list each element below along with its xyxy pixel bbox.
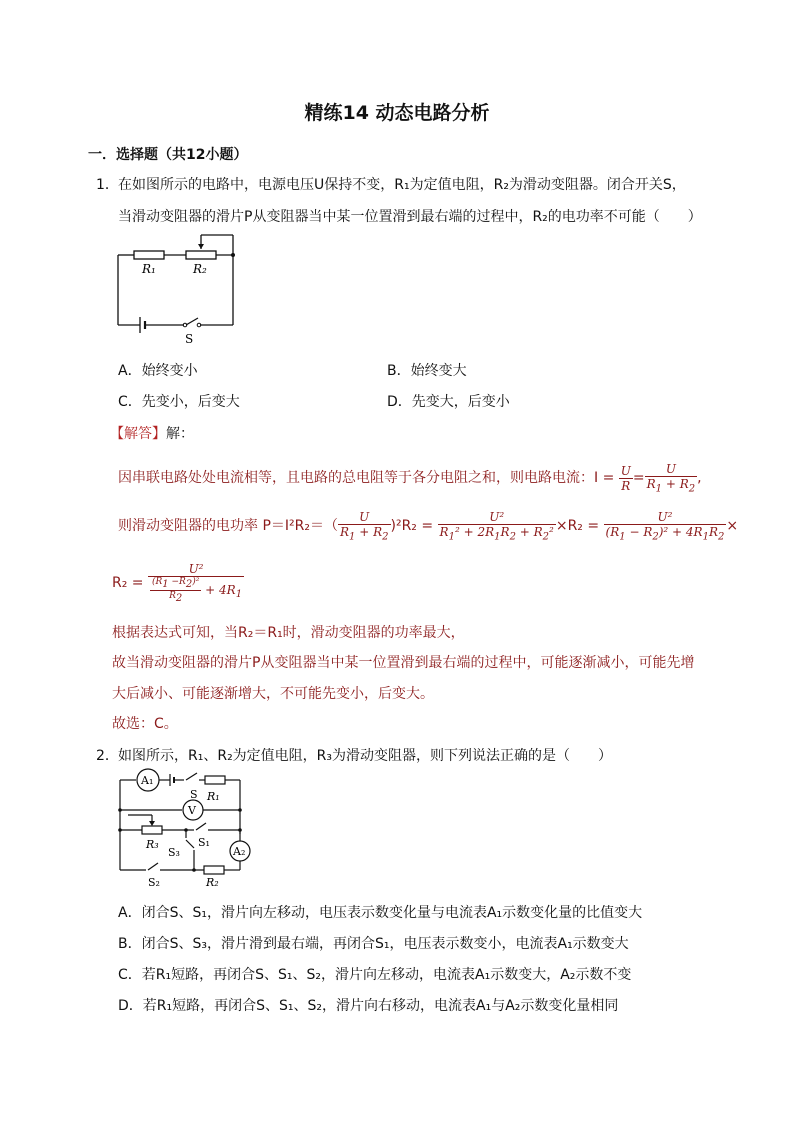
resistor-r2	[204, 866, 224, 874]
solution-line2-continued: R₂ = U² $\frac{(R_1 -R_2)^2}{R_2}$ + $4R_1$	[112, 562, 243, 604]
label-s: S	[185, 332, 194, 345]
q1-circuit-diagram	[112, 230, 247, 345]
answer-label: 解：	[166, 426, 194, 442]
solution-line5: 大后减小、可能逐渐增大，不可能先变小，后变大。	[112, 686, 434, 702]
rheostat-r3	[142, 826, 162, 834]
label-s3: S₃	[168, 846, 180, 859]
q2-option-c[interactable]: C．若R₁短路，再闭合S、S₁、S₂，滑片向左移动，电流表A₁示数变大，A₂示数不变	[118, 967, 632, 983]
q1-option-d[interactable]: D．先变大，后变小	[387, 394, 510, 410]
rheostat-r2	[186, 251, 216, 259]
q1-stem-line1: 在如图所示的电路中，电源电压U保持不变，R₁为定值电阻，R₂为滑动变阻器。闭合开关S，	[118, 177, 686, 193]
q2-option-a[interactable]: A．闭合S、S₁，滑片向左移动，电压表示数变化量与电流表A₁示数变化量的比值变大	[118, 905, 643, 921]
solution-line1: 因串联电路处处电流相等，且电路的总电阻等于各分电阻之和，则电路电流：I = $\frac{U}{R}$ = $\frac{U}{R_1 + R_2}$ ,	[118, 462, 702, 495]
label-r2: R₂	[206, 876, 219, 889]
solution-line2-text: 则滑动变阻器的电功率 P＝I²R₂＝（	[118, 518, 338, 535]
answer-tag: 【解答】	[110, 426, 166, 442]
resistor-r1	[134, 251, 164, 259]
solution-line1-text: 因串联电路处处电流相等，且电路的总电阻等于各分电阻之和，则电路电流：I =	[118, 470, 615, 487]
label-r2: R₂	[193, 262, 207, 276]
q1-option-b[interactable]: B．始终变大	[387, 363, 467, 379]
page-title: 精练14 动态电路分析	[304, 102, 490, 124]
solution-line2: 则滑动变阻器的电功率 P＝I²R₂＝（ $\frac{U}{R_1 + R_2}$ )²R₂ = $\frac{\text{U²}}{R_1^2 + 2R_1R_2 + R_2^2}$ ×R₂ = $\frac{\text{U²}}{(R_1 - R_2)^2 + 4R_1R_2}$ ×	[118, 510, 739, 543]
solution-line6: 故选：C。	[112, 716, 178, 732]
label-a1: A₁	[141, 774, 154, 787]
label-r1: R₁	[207, 790, 220, 803]
label-r1: R₁	[142, 262, 156, 276]
q2-number: 2．	[96, 748, 119, 764]
q2-option-d[interactable]: D．若R₁短路，再闭合S、S₁、S₂，滑片向右移动，电流表A₁与A₂示数变化量相同	[118, 998, 619, 1014]
q1-number: 1．	[96, 177, 119, 193]
label-r3: R₃	[146, 838, 159, 851]
label-s2: S₂	[148, 876, 160, 889]
q1-option-c[interactable]: C．先变小，后变大	[118, 394, 240, 410]
label-s1: S₁	[198, 836, 210, 849]
resistor-r1	[205, 776, 225, 784]
solution-line4: 故当滑动变阻器的滑片P从变阻器当中某一位置滑到最右端的过程中，可能逐渐减小，可能先增	[112, 655, 695, 671]
q1-option-a[interactable]: A．始终变小	[118, 363, 198, 379]
label-v: V	[188, 804, 196, 817]
q2-stem: 如图所示，R₁、R₂为定值电阻，R₃为滑动变阻器，则下列说法正确的是（ ）	[118, 748, 613, 764]
label-a2: A₂	[233, 845, 246, 858]
solution-line3: 根据表达式可知，当R₂＝R₁时，滑动变阻器的功率最大，	[112, 625, 465, 641]
q1-stem-line2: 当滑动变阻器的滑片P从变阻器当中某一位置滑到最右端的过程中，R₂的电功率不可能（ ）	[118, 209, 702, 225]
q2-option-b[interactable]: B．闭合S、S₃，滑片滑到最右端，再闭合S₁，电压表示数变小，电流表A₁示数变大	[118, 936, 629, 952]
q2-circuit-diagram	[108, 768, 258, 890]
label-s: S	[190, 788, 198, 801]
section-heading: 一．选择题（共12小题）	[88, 147, 248, 163]
